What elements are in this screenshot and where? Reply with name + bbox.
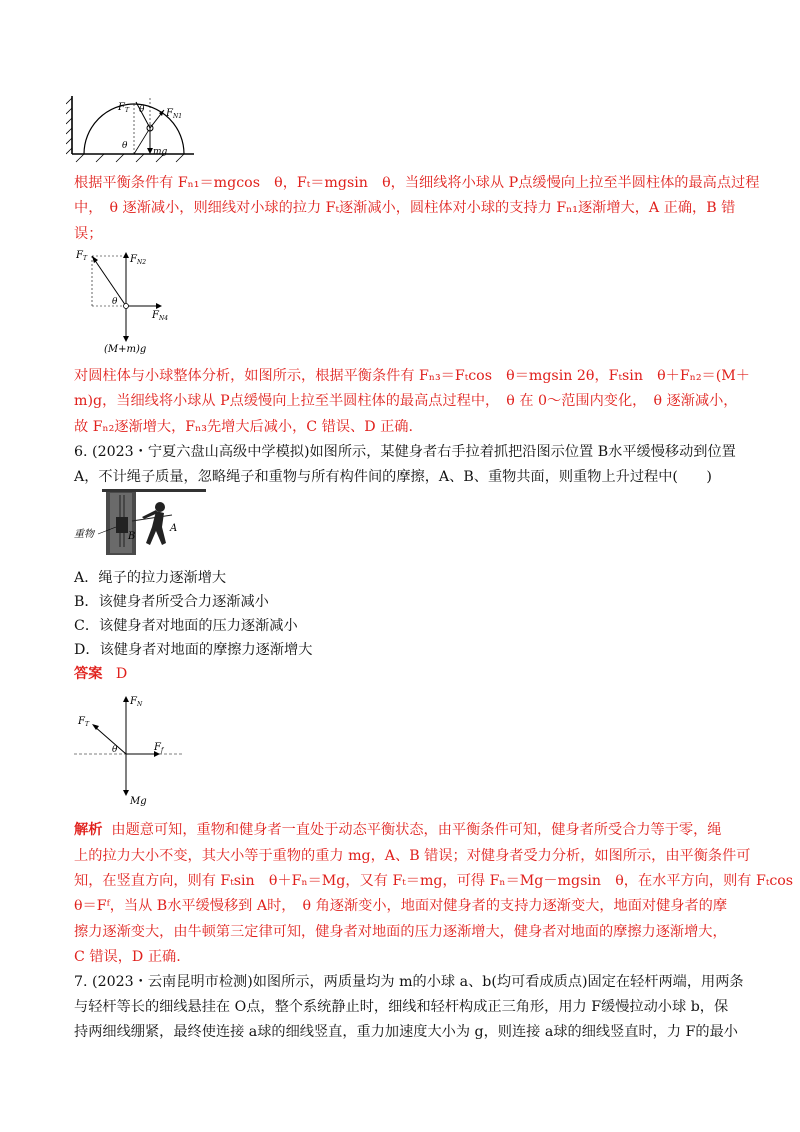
question7-line: 与轻杆等长的细线悬挂在 O点，整个系统静止时，细线和轻杆构成正三角形，用力 F缓慢拉动小球 b，保 bbox=[74, 999, 729, 1015]
fn2-label: $F_{N2}$ bbox=[130, 254, 147, 266]
paragraph2-line: m)g，当细线将小球从 P点缓慢向上拉至半圆柱体的最高点过程中， θ 在 0～范围内变化， θ 逐渐减小， bbox=[74, 393, 738, 409]
fn-label: $F_N$ bbox=[130, 696, 143, 708]
theta-label: θ bbox=[122, 141, 128, 151]
analysis-line bbox=[74, 820, 734, 840]
figure-whole-body bbox=[76, 248, 186, 356]
point-b-label: B bbox=[128, 531, 136, 542]
figure-gym-machine bbox=[72, 487, 212, 557]
fn4-label: $F_{N4}$ bbox=[152, 310, 169, 322]
mg-label: Mg bbox=[130, 796, 147, 807]
question6-line: A，不计绳子质量，忽略绳子和重物与所有构件间的摩擦，A、B、重物共面，则重物上升过程中( ) bbox=[74, 469, 712, 485]
paragraph1-line: 误； bbox=[74, 226, 103, 242]
weight-text: 重物 bbox=[74, 529, 94, 540]
figure-half-cylinder bbox=[66, 92, 196, 164]
paragraph1-line: 根据平衡条件有 Fₙ₁＝mgcos θ，Fₜ＝mgsin θ，当细线将小球从 P点缓慢向上拉至半圆柱体的最高点过程 bbox=[74, 175, 760, 191]
answer-value: D bbox=[115, 666, 128, 682]
paragraph1-line: 中， θ 逐渐减小，则细线对小球的拉力 Fₜ逐渐减小，圆柱体对小球的支持力 Fₙ₁逐渐增大，A 正确，B 错 bbox=[74, 200, 736, 216]
theta-label: θ bbox=[139, 105, 145, 115]
weight-label: (M+m)g bbox=[104, 344, 147, 355]
mg-label: mg bbox=[153, 147, 168, 157]
answer-label: 答案 bbox=[74, 666, 103, 682]
ff-label: $F_f$ bbox=[154, 742, 164, 754]
option-b: B．该健身者所受合力逐渐减小 bbox=[74, 594, 269, 610]
analysis-line: θ＝Fᶠ，当从 B水平缓慢移到 A时， θ 角逐渐变小，地面对健身者的支持力逐渐变大，地面对健身者的摩 bbox=[74, 898, 728, 914]
answer-line bbox=[74, 664, 127, 684]
option-d: D．该健身者对地面的摩擦力逐渐增大 bbox=[74, 642, 313, 658]
theta-label: θ bbox=[112, 745, 118, 755]
point-a-label: A bbox=[170, 523, 178, 534]
analysis-line: C 错误，D 正确. bbox=[74, 949, 181, 965]
paragraph2-line: 对圆柱体与小球整体分析，如图所示，根据平衡条件有 Fₙ₃＝Fₜcos θ＝mgsin 2θ，Fₜsin θ＋Fₙ₂＝(M＋ bbox=[74, 368, 750, 384]
analysis-line: 上的拉力大小不变，其大小等于重物的重力 mg，A、B 错误；对健身者受力分析，如图所示，由平衡条件可 bbox=[74, 848, 751, 864]
analysis-text: 由题意可知，重物和健身者一直处于动态平衡状态，由平衡条件可知，健身者所受合力等于零，绳 bbox=[111, 822, 722, 838]
question6-line: 6. (2023・宁夏六盘山高级中学模拟)如图所示，某健身者右手拉着抓把沿图示位置 B水平缓慢移动到位置 bbox=[74, 444, 736, 460]
question7-line: 7. (2023・云南昆明市检测)如图所示，两质量均为 m的小球 a、b(均可看成质点)固定在轻杆两端，用两条 bbox=[74, 974, 744, 990]
ft-label: $F_T$ bbox=[78, 716, 89, 728]
theta-label: θ bbox=[112, 297, 118, 307]
fn1-label: $F_{N1}$ bbox=[166, 108, 183, 120]
question7-line: 持两细线绷紧，最终使连接 a球的细线竖直，重力加速度大小为 g，则连接 a球的细线竖直时，力 F的最小 bbox=[74, 1024, 738, 1040]
analysis-line: 知，在竖直方向，则有 Fₜsin θ＋Fₙ＝Mg，又有 Fₜ＝mg，可得 Fₙ＝Mg－mgsin θ，在水平方向，则有 Fₜcos bbox=[74, 873, 794, 889]
analysis-label: 解析 bbox=[74, 822, 103, 838]
option-c: C．该健身者对地面的压力逐渐减小 bbox=[74, 618, 298, 634]
option-a: A．绳子的拉力逐渐增大 bbox=[74, 570, 227, 586]
figure-person-forces bbox=[74, 690, 184, 810]
paragraph2-line: 故 Fₙ₂逐渐增大，Fₙ₃先增大后减小，C 错误、D 正确. bbox=[74, 419, 413, 435]
ft-label: $F_T$ bbox=[118, 102, 129, 114]
analysis-line: 擦力逐渐变大，由牛顿第三定律可知，健身者对地面的压力逐渐增大，健身者对地面的摩擦力逐渐增大， bbox=[74, 924, 727, 940]
ft-label: $F_T$ bbox=[76, 250, 87, 262]
